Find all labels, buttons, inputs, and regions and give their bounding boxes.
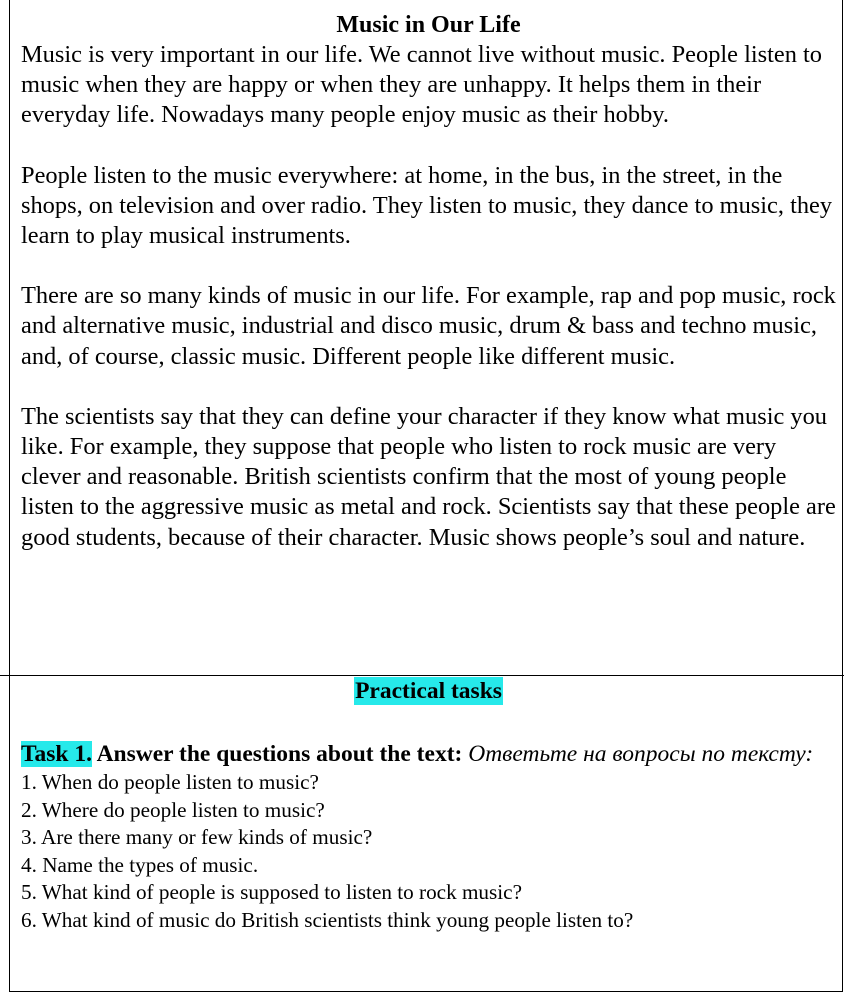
question-list: [21, 769, 836, 934]
task-1-instruction: [21, 739, 836, 769]
article-paragraph: The scientists say that they can define your character if they know what music you like. For example, they suppose that people who listen to rock music are very clever and reasonable. British scientists confirm that the most of young people listen to the aggressive music as metal and rock. Scientists say that these people are good students, because of their character. Music shows people’s soul and nature.: [21, 402, 836, 551]
page-border-left: [9, 0, 10, 992]
practical-tasks-heading-row: [21, 676, 836, 709]
task-1-instruction-ru: Ответьте на вопросы по тексту:: [462, 741, 814, 767]
question-item: 6. What kind of music do British scientists think young people listen to?: [21, 907, 634, 932]
tasks-section: [21, 676, 836, 934]
article-paragraph: Music is very important in our life. We cannot live without music. People listen to music when they are happy or when they are unhappy. It helps them in their everyday life. Nowadays many people enjoy music as their hobby.: [21, 41, 822, 129]
page-border-bottom: [9, 991, 843, 992]
practical-tasks-heading: Practical tasks: [355, 678, 502, 704]
article-title: Music in Our Life: [336, 12, 521, 38]
task-1-instruction-en: Answer the questions about the text:: [91, 741, 463, 767]
question-item: 3. Are there many or few kinds of music?: [21, 825, 373, 849]
question-item: 5. What kind of people is supposed to listen to rock music?: [21, 880, 522, 904]
article-paragraph: People listen to the music everywhere: at home, in the bus, in the street, in the shops, on television and over radio. They listen to music, they dance to music, they learn to play musical instruments.: [21, 161, 833, 250]
article-paragraph: There are so many kinds of music in our life. For example, rap and pop music, rock and alternative music, industrial and disco music, drum & bass and techno music, and, of course, classic music. Different people like different music.: [21, 282, 836, 370]
question-item: 2. Where do people listen to music?: [21, 797, 325, 822]
task-1-label: Task 1.: [21, 741, 92, 767]
question-item: 1. When do people listen to music?: [21, 770, 319, 794]
question-item: 4. Name the types of music.: [21, 852, 259, 877]
article-section: [21, 10, 836, 553]
page-border-right: [842, 0, 843, 992]
